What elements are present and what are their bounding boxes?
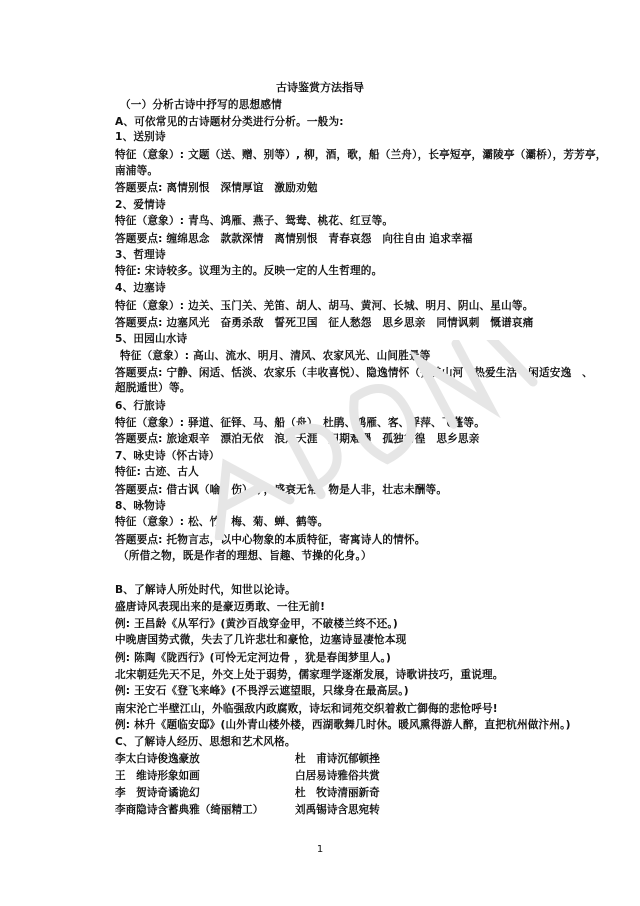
- category-heading: 5、田园山水诗: [115, 333, 188, 345]
- poet-style-right: 杜 牧诗清丽新奇: [295, 787, 380, 799]
- answer-points-line: 答题要点: 借古讽（喻、伤）今，盛衰无常，物是人非，壮志未酬等。: [115, 484, 448, 496]
- poet-style-left: 李太白诗俊逸豪放: [115, 753, 200, 765]
- category-heading: 3、哲理诗: [115, 249, 166, 261]
- poet-style-left: 王 维诗形象如画: [115, 770, 200, 782]
- poet-style-left: 李 贺诗奇谲诡幻: [115, 787, 200, 799]
- category-heading: 2、爱情诗: [115, 199, 166, 211]
- answer-points-line: 答题要点: 托物言志，以中心物象的本质特征，寄寓诗人的情怀。: [115, 534, 426, 546]
- example-line: 例: 陈陶《陇西行》(可怜无定河边骨 ，犹是春闺梦里人。): [115, 652, 392, 664]
- text-line: （所借之物，既是作者的理想、旨趣、节操的化身。）: [118, 550, 372, 562]
- feature-line: 特征（意象）: 松、竹、梅、菊、蝉、鹤等。: [115, 516, 329, 528]
- text-line: 中晚唐国势式微，失去了几许悲壮和豪怆，边塞诗显凄怆本现: [115, 634, 407, 646]
- section-heading: C、了解诗人经历、思想和艺术风格。: [115, 736, 296, 748]
- text-line: 北宋朝廷先天不足，外交上处于弱势，儒家理学逐渐发展，诗歌讲技巧，重说理。: [115, 669, 504, 681]
- poet-style-right: 杜 甫诗沉郁顿挫: [295, 753, 380, 765]
- feature-line: 特征（意象）: 文题（送、赠、别等）, 柳，酒，歌，船（兰舟），长亭短亭，灞陵亭（灞桥），芳芳亭，: [115, 149, 607, 161]
- feature-line: 特征（意象）: 高山、流水、明月、清风、农家风光、山间胜景等: [120, 350, 431, 362]
- answer-points-line: 答题要点: 缠绵思念 款款深情 离情别恨 青春哀怨 向往自由 追求幸福: [115, 233, 473, 245]
- example-line: 例: 王昌龄《从军行》(黄沙百战穿金甲，不破楼兰终不还。): [115, 618, 398, 630]
- category-heading: 6、行旅诗: [115, 400, 166, 412]
- example-line: 例: 林升《题临安邸》(山外青山楼外楼，西湖歌舞几时休。暖风熏得游人醉，直把杭州做汴州。): [115, 719, 571, 731]
- text-line: 盛唐诗风表现出来的是豪迈勇敢、一往无前!: [115, 601, 326, 613]
- text-line: 南浦等。: [115, 165, 159, 177]
- text-line: （一）分析古诗中抒写的思想感情: [120, 99, 282, 111]
- category-heading: 1、送别诗: [115, 131, 166, 143]
- poet-style-right: 白居易诗雅俗共赏: [295, 770, 380, 782]
- feature-line: 特征: 古迹、古人: [115, 466, 199, 478]
- category-heading: 7、咏史诗（怀古诗）: [115, 450, 220, 462]
- answer-points-line: 答题要点: 宁静、闲适、恬淡、农家乐（丰收喜悦）、隐逸情怀（赞美山河 热爱生活 闲适安逸 、: [115, 367, 593, 379]
- section-heading: B、了解诗人所处时代，知世以论诗。: [115, 584, 296, 596]
- category-heading: 8、咏物诗: [115, 500, 166, 512]
- category-heading: 4、边塞诗: [115, 282, 166, 294]
- text-line: 超脱遁世）等。: [115, 382, 191, 394]
- poet-style-left: 李商隐诗含蓄典雅（绮丽精工）: [115, 804, 264, 816]
- feature-line: 特征（意象）: 驿道、征铎、马、船（舟）、杜鹃、鸿雁、客、浮萍、飞蓬等。: [115, 417, 486, 429]
- feature-line: 特征: 宋诗较多。议理为主的。反映一定的人生哲理的。: [115, 265, 383, 277]
- poet-style-right: 刘禹锡诗含思宛转: [295, 804, 380, 816]
- section-heading: A、可依常见的古诗题材分类进行分析。一般为:: [115, 116, 344, 128]
- example-line: 例: 王安石《登飞来峰》(不畏浮云遮望眼，只缘身在最高层。): [115, 685, 409, 697]
- feature-line: 特征（意象）: 边关、玉门关、羌笛、胡人、胡马、黄河、长城、明月、阴山、星山等。: [115, 300, 534, 312]
- text-line: 南宋沦亡半壁江山，外临强敌内政腐败，诗坛和词苑交织着救亡御侮的悲怆呼号!: [115, 703, 498, 715]
- answer-points-line: 答题要点: 旅途艰辛 漂泊无依 浪迹天涯 归期难遇 孤独彷徨 思乡思亲: [115, 433, 480, 445]
- page-title: 古诗鉴赏方法指导: [276, 81, 364, 94]
- page-number: 1: [316, 844, 324, 855]
- answer-points-line: 答题要点: 离情别恨 深情厚谊 激励劝勉: [115, 182, 318, 194]
- feature-line: 特征（意象）: 青鸟、鸿雁、燕子、鸳鸯、桃花、红豆等。: [115, 215, 394, 227]
- answer-points-line: 答题要点: 边塞风光 奋勇杀敌 誓死卫国 征人愁怨 思乡思亲 同情讽刺 慨谱哀痛: [115, 317, 534, 329]
